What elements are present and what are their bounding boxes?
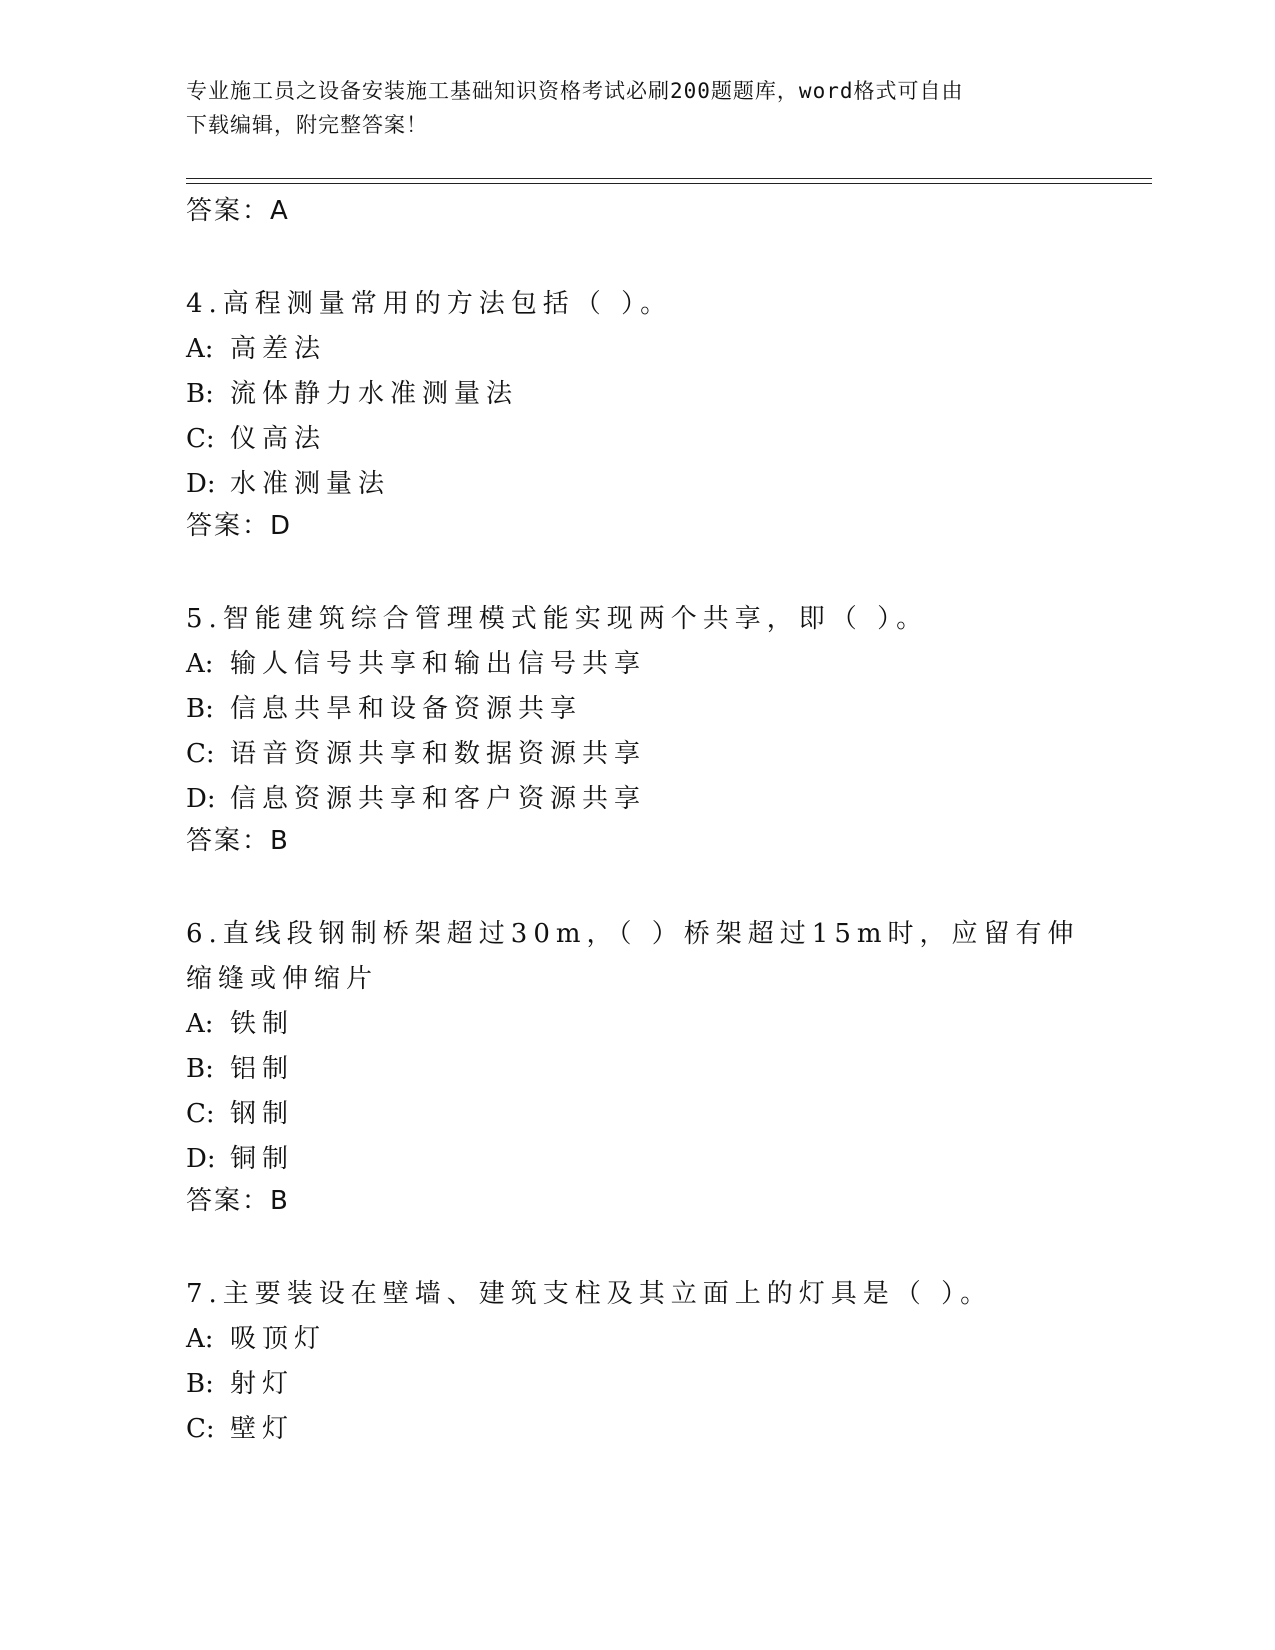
document-header (186, 74, 1066, 142)
question-text: 4.高程测量常用的方法包括（ ）。 (186, 289, 673, 319)
option-c (186, 1407, 1086, 1452)
option-a (186, 1317, 1086, 1362)
option-key: C: (186, 739, 215, 769)
option-a (186, 327, 1086, 372)
option-text: 钢制 (230, 1099, 295, 1129)
option-text: 水准测量法 (230, 469, 391, 499)
option-c (186, 417, 1086, 462)
option-b (186, 1362, 1086, 1407)
header-divider-bottom (186, 183, 1152, 184)
option-text: 高差法 (230, 334, 327, 364)
option-text: 输人信号共享和输出信号共享 (230, 649, 647, 679)
option-key: D: (186, 469, 216, 499)
answer-line (186, 507, 1086, 545)
option-text: 吸顶灯 (230, 1324, 327, 1354)
option-text: 铝制 (230, 1054, 295, 1084)
answer-label: 答案： (186, 826, 271, 856)
option-d (186, 462, 1086, 507)
option-text: 仪高法 (230, 424, 327, 454)
option-key: A: (186, 649, 214, 679)
option-key: D: (186, 1144, 216, 1174)
option-text: 语音资源共享和数据资源共享 (230, 739, 647, 769)
answer-label: 答案： (186, 511, 271, 541)
option-c (186, 1092, 1086, 1137)
answer-value: B (270, 1186, 289, 1216)
question-text: 7.主要装设在壁墙、建筑支柱及其立面上的灯具是（ ）。 (186, 1279, 993, 1309)
answer-line (186, 822, 1086, 860)
option-key: A: (186, 1009, 214, 1039)
header-line-2: 下载编辑，附完整答案！ (186, 113, 428, 137)
option-key: A: (186, 334, 214, 364)
option-key: C: (186, 424, 215, 454)
option-text: 流体静力水准测量法 (230, 379, 519, 409)
option-key: C: (186, 1099, 215, 1129)
option-b (186, 687, 1086, 732)
option-key: B: (186, 694, 214, 724)
option-key: B: (186, 379, 214, 409)
option-c (186, 732, 1086, 777)
option-text: 信息资源共享和客户资源共享 (230, 784, 647, 814)
option-b (186, 1047, 1086, 1092)
question-list (186, 192, 1086, 1452)
option-d (186, 777, 1086, 822)
option-a (186, 1002, 1086, 1047)
header-divider-top (186, 178, 1152, 179)
question-text: 5.智能建筑综合管理模式能实现两个共享，即（ ）。 (186, 604, 929, 634)
option-b (186, 372, 1086, 417)
question-block (186, 597, 1086, 860)
option-key: B: (186, 1054, 214, 1084)
option-d (186, 1137, 1086, 1182)
answer-line (186, 192, 1086, 230)
option-a (186, 642, 1086, 687)
option-key: C: (186, 1414, 215, 1444)
answer-value: D (270, 511, 292, 541)
option-text: 射灯 (230, 1369, 295, 1399)
option-text: 铜制 (230, 1144, 295, 1174)
answer-label: 答案： (186, 1186, 271, 1216)
question-block (186, 912, 1086, 1220)
option-text: 铁制 (230, 1009, 295, 1039)
answer-label: 答案： (186, 196, 271, 226)
answer-value: B (270, 826, 289, 856)
answer-value: A (270, 196, 289, 226)
option-key: A: (186, 1324, 214, 1354)
option-text: 信息共旱和设备资源共享 (230, 694, 583, 724)
option-key: B: (186, 1369, 214, 1399)
header-line-1: 专业施工员之设备安装施工基础知识资格考试必刷200题题库，word格式可自由 (186, 79, 964, 103)
question-block (186, 282, 1086, 545)
option-key: D: (186, 784, 216, 814)
option-text: 壁灯 (230, 1414, 295, 1444)
question-block (186, 1272, 1086, 1452)
answer-line (186, 1182, 1086, 1220)
question-text: 6.直线段钢制桥架超过30m，（ ）桥架超过15m时，应留有伸缩缝或伸缩片 (186, 919, 1080, 994)
